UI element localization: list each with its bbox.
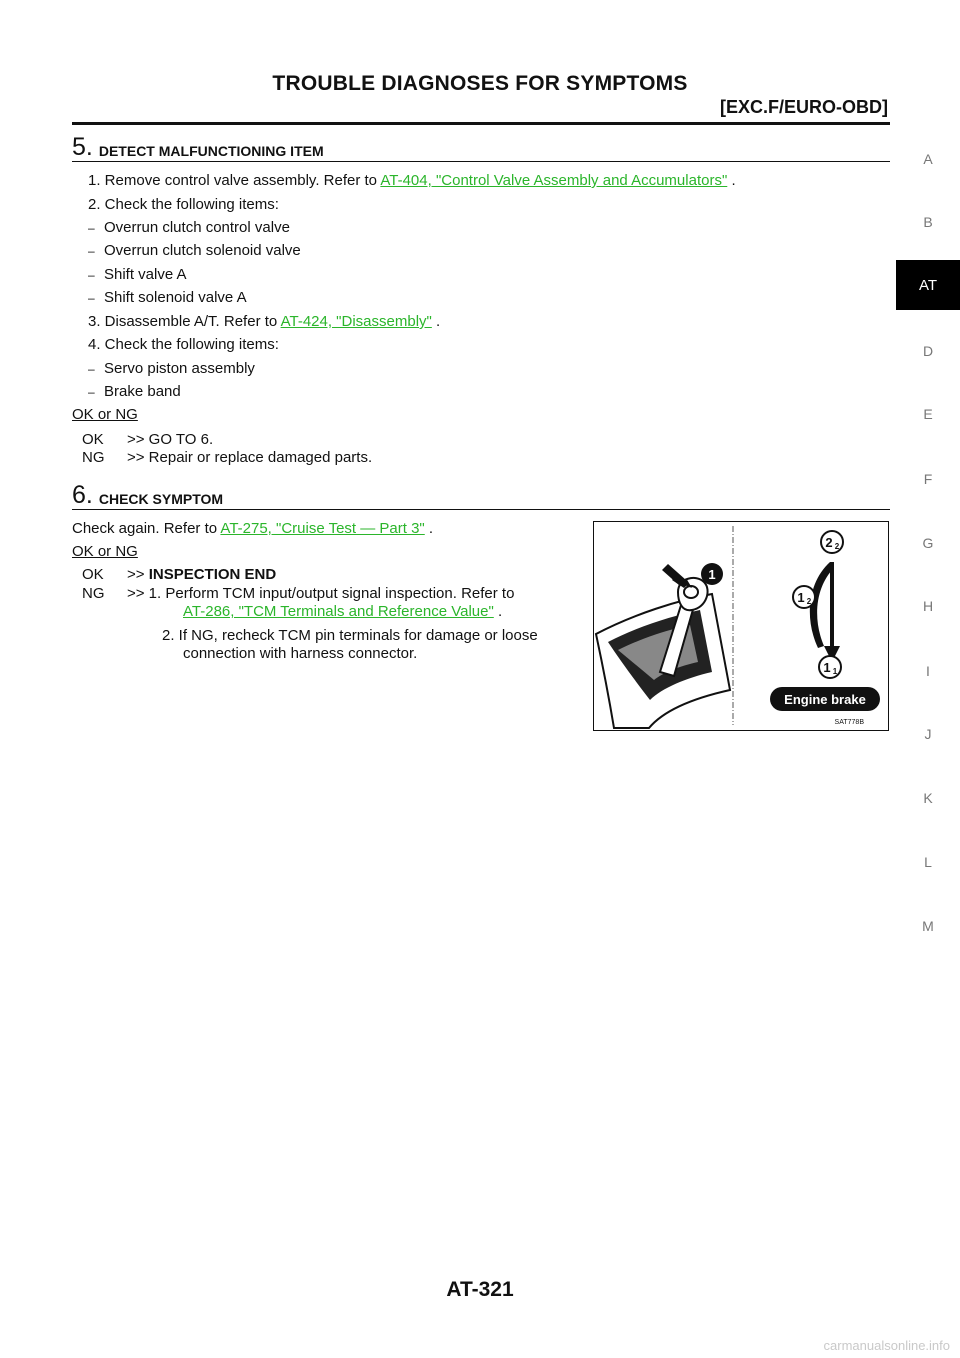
figure-illustration [594,522,887,729]
page-number: AT-321 [446,1278,514,1301]
step-6-number: 6. [72,481,93,509]
gear-range-graphic [793,531,843,678]
sidebar-letter-a[interactable]: A [923,151,933,167]
link-cruise-test-part-3[interactable]: AT-275, "Cruise Test — Part 3" [220,520,425,537]
sidebar-letter-h[interactable]: H [922,598,934,614]
list-item: – Servo piston assembly [88,360,255,377]
list-item: – Overrun clutch control valve [88,219,290,236]
link-control-valve-assembly[interactable]: AT-404, "Control Valve Assembly and Accumulators" [380,172,728,189]
page-title: TROUBLE DIAGNOSES FOR SYMPTOMS [272,72,688,95]
gear-11-sub: 1 [832,667,838,676]
sidebar-tab-at-active[interactable]: AT [896,260,960,310]
gear-11-label: 1 [823,660,831,675]
sidebar-letter-l[interactable]: L [924,854,932,870]
step-5-rule [72,161,890,162]
sidebar-letter-i[interactable]: I [926,663,930,679]
gear-2-label: 2 [825,535,833,550]
sidebar-letter-b[interactable]: B [923,214,933,230]
list-item: – Overrun clutch solenoid valve [88,242,301,259]
step-6-instruction: Check again. Refer to AT-275, "Cruise Test — Part 3" . [72,520,434,537]
step-5-ok-label: OK [82,431,104,448]
gear-12-sub: 2 [806,597,812,606]
step-5-ok-or-ng: OK or NG [72,406,138,423]
step-6-ok-text: >> INSPECTION END [127,566,277,583]
header-rule [72,122,890,125]
sidebar-letter-f[interactable]: F [923,471,933,487]
step-6-ng-line-2a: 2. If NG, recheck TCM pin terminals for damage or loose [162,627,538,644]
step-5-instruction-1: 1. Remove control valve assembly. Refer to AT-404, "Control Valve Assembly and Accumulators" . [88,172,736,189]
list-item: – Shift valve A [88,266,187,283]
step-5-ng-label: NG [82,449,105,466]
list-item: – Shift solenoid valve A [88,289,247,306]
shift-console-graphic [596,563,730,728]
sidebar-letter-j[interactable]: J [924,726,932,742]
step-5-instruction-4: 4. Check the following items: [88,336,279,353]
step-5-number: 5. [72,133,93,161]
list-item: – Brake band [88,383,181,400]
sidebar-letter-g[interactable]: G [922,535,934,551]
step-5-instruction-3: 3. Disassemble A/T. Refer to AT-424, "Disassembly" . [88,313,441,330]
step-5-title: DETECT MALFUNCTIONING ITEM [98,143,324,159]
figure-callout-1: 1 [708,567,716,582]
step-6-ok-label: OK [82,566,104,583]
step-6-heading [72,478,223,508]
watermark-text: carmanualsonline.info [823,1338,950,1353]
engine-brake-figure [593,521,889,731]
step-5-heading [72,130,324,160]
sidebar-letter-e[interactable]: E [923,406,933,422]
step-5-ng-text: >> Repair or replace damaged parts. [127,449,373,466]
step-5-ok-text: >> GO TO 6. [127,431,214,448]
sidebar-letter-m[interactable]: M [922,918,934,934]
sidebar-letter-d[interactable]: D [922,343,934,359]
step-6-ng-label: NG [82,585,105,602]
link-disassembly[interactable]: AT-424, "Disassembly" [280,313,432,330]
step-6-title: CHECK SYMPTOM [98,491,224,507]
link-tcm-terminals[interactable]: AT-286, "TCM Terminals and Reference Value" [183,603,494,620]
engine-brake-label: Engine brake [784,692,866,707]
gear-2-sub: 2 [834,542,840,551]
step-6-ng-line-2b: connection with harness connector. [183,645,418,662]
gear-12-label: 1 [797,590,805,605]
step-6-ng-text: >> 1. Perform TCM input/output signal inspection. Refer to [127,585,515,602]
page-subtitle: [EXC.F/EURO-OBD] [720,97,888,117]
step-6-rule [72,509,890,510]
sidebar-letter-k[interactable]: K [923,790,933,806]
figure-code: SAT778B [834,719,864,726]
step-6-ok-or-ng: OK or NG [72,543,138,560]
step-6-ng-link-line: AT-286, "TCM Terminals and Reference Value" . [183,603,503,620]
step-5-instruction-2: 2. Check the following items: [88,196,279,213]
